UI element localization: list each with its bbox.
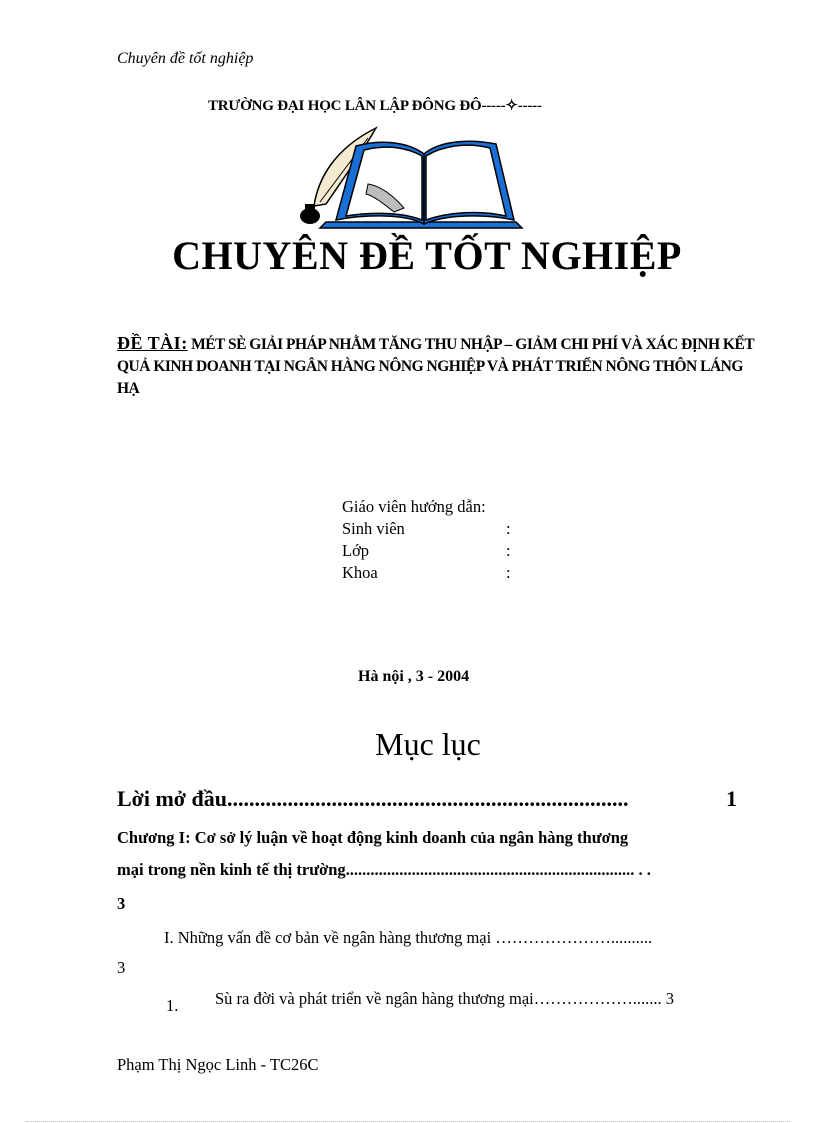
student-info bbox=[342, 496, 511, 584]
info-row-student bbox=[342, 518, 511, 540]
topic-label: ĐỀ TÀI: bbox=[117, 333, 188, 353]
toc-entry-text: Lời mở đầu......................................................................... bbox=[117, 786, 629, 811]
page-footer: Phạm Thị Ngọc Linh - TC26C bbox=[117, 1055, 319, 1074]
place-date: Hà nội , 3 - 2004 bbox=[358, 668, 470, 685]
info-label: Khoa bbox=[342, 563, 378, 582]
info-label: Sinh viên bbox=[342, 519, 405, 538]
school-name: TRƯỜNG ĐẠI HỌC LÂN LẬP ĐÔNG ĐÔ-----✧----- bbox=[208, 98, 542, 114]
toc-item1: Sù ra đời và phát triển về ngân hàng thương mại………………....... 3 bbox=[215, 989, 674, 1008]
toc-entry-page: 1 bbox=[726, 786, 737, 811]
info-row-faculty bbox=[342, 562, 511, 584]
toc-item1-number: 1. bbox=[166, 996, 179, 1015]
toc-entry-intro bbox=[117, 786, 737, 812]
info-colon: : bbox=[506, 519, 511, 538]
info-label: Giáo viên hướng dẫn: bbox=[342, 497, 486, 516]
document-title: CHUYÊN ĐỀ TỐT NGHIỆP bbox=[172, 233, 682, 278]
toc-title: Mục lục bbox=[375, 726, 481, 762]
book-quill-illustration bbox=[296, 124, 526, 234]
toc-chapter1-page: 3 bbox=[117, 894, 126, 913]
info-row-class bbox=[342, 540, 511, 562]
toc-section1: I. Những vấn đề cơ bản về ngân hàng thương mại ………………….......... bbox=[164, 928, 653, 947]
topic-text: MÉT SÈ GIẢI PHÁP NHẰM TĂNG THU NHẬP – GIẢM CHI PHÍ VÀ XÁC ĐỊNH KẾT QUẢ KINH DOANH TẠI NGÂN HÀNG NÔNG NGHIỆP VÀ PHÁT TRIỂN NÔNG THÔN LÁNG HẠ bbox=[117, 336, 754, 397]
info-colon: : bbox=[506, 541, 511, 560]
info-colon: : bbox=[506, 563, 511, 582]
page-boundary-divider bbox=[26, 1121, 790, 1122]
toc-section1-page: 3 bbox=[117, 958, 126, 977]
toc-chapter1-line1: Chương I: Cơ sở lý luận về hoạt động kinh doanh của ngân hàng thương bbox=[117, 828, 629, 847]
info-label: Lớp bbox=[342, 541, 370, 560]
topic-block bbox=[117, 332, 757, 400]
running-header: Chuyên đề tốt nghiệp bbox=[117, 50, 254, 67]
toc-chapter1-line2: mại trong nền kinh tế thị trường...................................................................... . . bbox=[117, 860, 651, 879]
info-row-advisor bbox=[342, 496, 486, 518]
